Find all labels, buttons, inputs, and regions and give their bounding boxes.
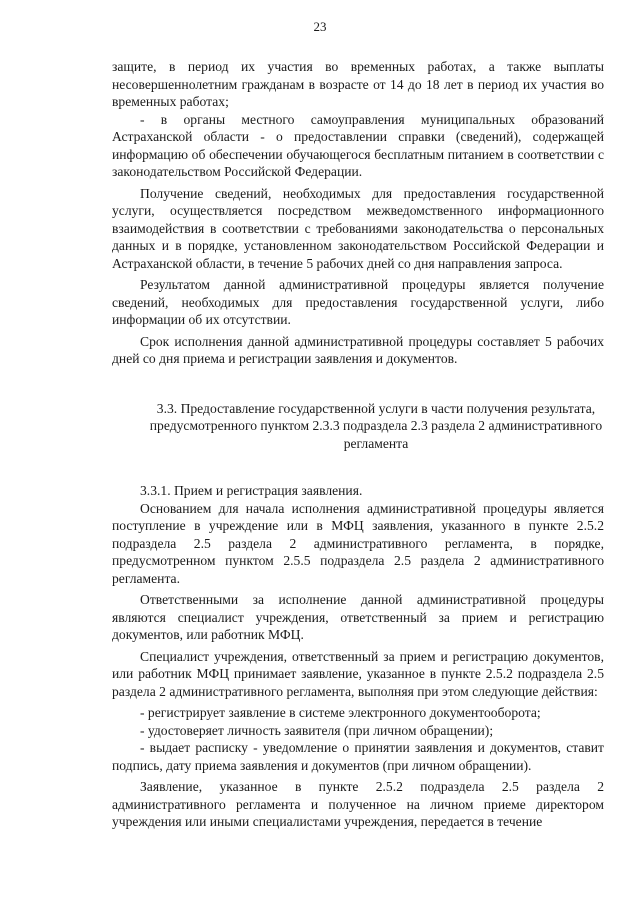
page-number: 23: [313, 19, 327, 34]
paragraph: Срок исполнения данной административной процедуры составляет 5 рабочих дней со дня приема и регистрации заявления и документов.: [112, 333, 604, 366]
paragraph: Получение сведений, необходимых для предоставления государственной услуги, осуществляется посредством межведомственного информационного взаимодействия в соответствии с требованиями законодательства о персональных данных и в порядке, установленном законодательством Российской Федерации и Астраханской области, в течение 5 рабочих дней со дня направления запроса.: [112, 185, 604, 271]
list-item: - выдает расписку - уведомление о принятии заявления и документов, ставит подпись, дату приема заявления и документов (при личном обращении).: [112, 740, 604, 773]
list-item: - удостоверяет личность заявителя (при личном обращении);: [140, 722, 494, 738]
paragraph: Специалист учреждения, ответственный за прием и регистрацию документов, или работник МФЦ принимает заявление, указанное в пункте 2.5.2 подраздела 2.5 раздела 2 административного регламента, выполняя при этом следующие действия:: [112, 648, 604, 699]
paragraph: Заявление, указанное в пункте 2.5.2 подраздела 2.5 раздела 2 административного регламента и полученное на личном приеме директором учреждения или иными специалистами учреждения, передается в течение: [112, 779, 604, 829]
paragraph: Результатом данной административной процедуры является получение сведений, необходимых для предоставления государственной услуги, либо информации об их отсутствии.: [112, 277, 604, 327]
section-heading: 3.3. Предоставление государственной услуги в части получения результата, предусмотренного пунктом 2.3.3 подраздела 2.3 раздела 2 административного регламента: [149, 400, 603, 451]
list-item: - регистрирует заявление в системе электронного документооборота;: [140, 705, 541, 720]
paragraph: защите, в период их участия во временных работах, а также выплаты несовершеннолетним гражданам в возрасте от 14 до 18 лет в период их участия во временных работах;: [112, 59, 604, 109]
document-body: [112, 58, 604, 831]
paragraph: - в органы местного самоуправления муниципальных образований Астраханской области - о предоставлении справки (сведений), содержащей информацию об обеспечении обучающегося бесплатным питанием в соответствии с законодательством Российской Федерации.: [112, 111, 604, 179]
paragraph: Основанием для начала исполнения административной процедуры является поступление в учреждение или в МФЦ заявления, указанного в пункте 2.5.2 подраздела 2.5 раздела 2 административного регламента, в порядке, предусмотренном пунктом 2.5.5 подраздела 2.5 раздела 2 административного регламента.: [112, 500, 604, 586]
paragraph: Ответственными за исполнение данной административной процедуры являются специалист учреждения, ответственный за прием и регистрацию документов, или работник МФЦ.: [112, 592, 604, 642]
subsection-title: 3.3.1. Прием и регистрация заявления.: [140, 483, 363, 498]
